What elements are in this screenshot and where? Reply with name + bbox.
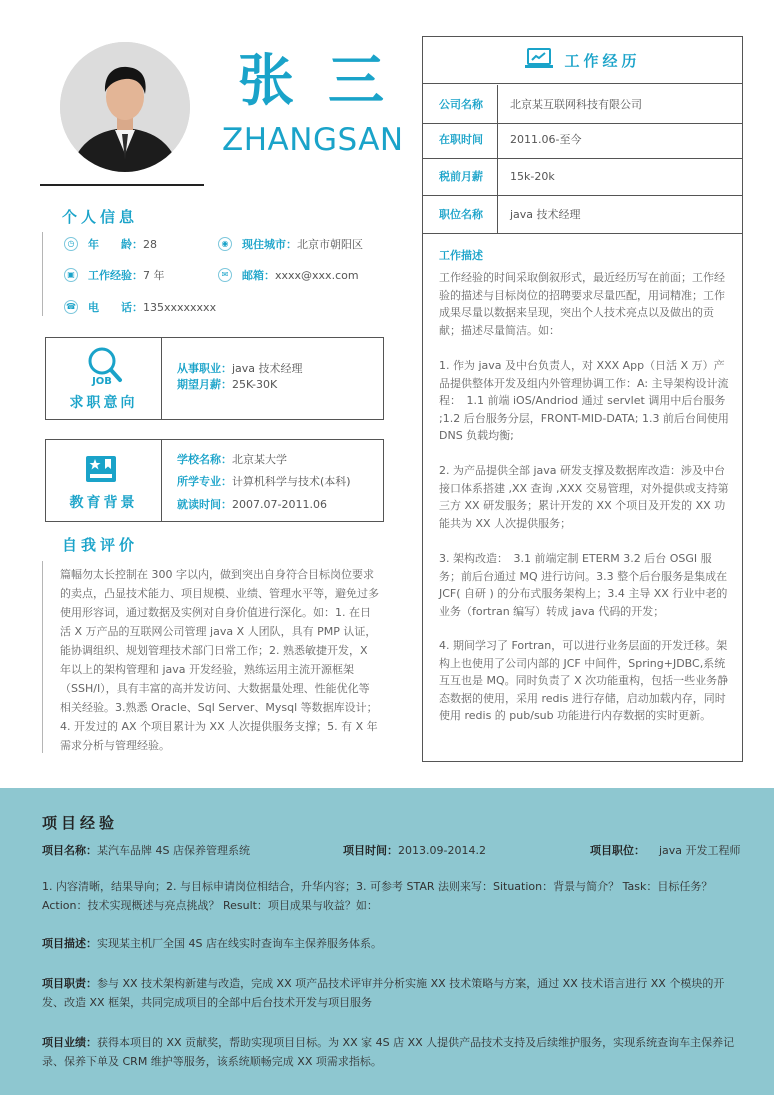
location-icon: ◉ (218, 237, 232, 251)
work-desc-paragraph: 2. 为产品提供全部 java 研发支撑及数据库改造：涉及中台接口体系搭建 ,XX 查询 ,XXX 交易管理，对外提供或支持第三方 XX 研发服务；累计开发的 XX 个项目及开发的 XX 功能共为 XX 人次提供服务； (439, 464, 729, 530)
calendar-icon: ◷ (64, 237, 78, 251)
work-salary-row: 税前月薪 15k-20k (423, 157, 742, 196)
self-eval-text: 篇幅勿太长控制在 300 字以内，做到突出自身符合目标岗位要求的卖点，凸显技术能力、项目规模、业绩、管理水平等，避免过多使用形容词，通过数据及实例对自身价值进行深化。如：1. 在日活 X 万产品的互联网公司管理 java X 人团队，具有 PMP 认证，能协调组织、规划管理技术部门日常工作；2. 熟悉敏捷开发，X 年以上的架构管理和 java 开发经验，熟练运用主流开源框架（SSH/I），具有丰富的高并发访问、大数据量处理、性能优化等相关经验。3.熟悉 Oracle、Sql Server、Mysql 等数据库设计；4. 开发过的 AX 个项目累计为 XX 人次提供服务支撑；5. 有 X 年需求分析与管理经验。 (60, 568, 379, 752)
project-description: 项目描述：实现某主机厂全国 4S 店在线实时查询车主保养服务体系。 (42, 937, 382, 950)
education-label: 教育背景 (69, 495, 138, 511)
info-age: ◷ 年 龄： 28 (64, 236, 157, 252)
project-time: 项目时间：2013.09-2014.2 (343, 844, 486, 857)
work-company-row: 公司名称 北京某互联网科技有限公司 (423, 85, 742, 124)
work-experience-title: 工作经历 (564, 51, 641, 70)
mail-icon: ✉ (218, 268, 232, 282)
work-desc-paragraph: 4. 期间学习了 Fortran，可以进行业务层面的开发迁移。架构上也使用了公司内部的 JCF 中间件，Spring+JDBC,系统互互也是 MQ。同时负责了 X 次功能重构，包括一些业务静态数据的使用，采用 redis 进行存储，启动加载内存，同时使用 redis 的 pub/sub 功能进行内存数据的实时更新。 (439, 639, 729, 722)
project-name: 项目名称：某汽车品牌 4S 店保养管理系统 (42, 844, 250, 857)
work-desc-title: 工作描述 (439, 249, 483, 262)
work-position-row: 职位名称 java 技术经理 (423, 195, 742, 234)
project-title: 项目经验 (42, 814, 119, 832)
self-eval-title: 自我评价 (62, 536, 139, 554)
info-city: ◉ 现住城市： 北京市朝阳区 (218, 236, 363, 252)
laptop-chart-icon (524, 47, 554, 74)
intention-role: 从事职业：java 技术经理 (177, 362, 303, 375)
intention-salary: 期望月薪：25K-30K (177, 378, 278, 391)
name-english: ZHANGSAN (222, 122, 404, 158)
work-desc-paragraph: 工作经验的时间采取倒叙形式，最近经历写在前面；工作经验的描述与目标岗位的招聘要求尽量匹配，用词精准；工作成果尽量以数据来呈现，突出个人技术亮点以及做出的贡献；描述尽量简洁。如： (439, 271, 725, 337)
project-role: 项目职位： java 开发工程师 (590, 844, 741, 857)
personal-info-title: 个人信息 (62, 208, 139, 226)
info-experience: ▣ 工作经验： 7 年 (64, 267, 165, 283)
education-period: 就读时间：2007.07-2011.06 (177, 498, 327, 511)
book-icon (84, 454, 118, 484)
work-period-row: 在职时间 2011.06-至今 (423, 120, 742, 159)
education-school: 学校名称：北京某大学 (177, 453, 287, 466)
education-major: 所学专业：计算机科学与技术(本科) (177, 475, 351, 488)
work-desc-paragraph: 1. 作为 java 及中台负责人，对 XXX App（日活 X 万）产品提供整体开发及组内外管理协调工作：A: 主导架构设计流程： 1.1 前端 iOS/Andriod 通过 servlet 调用中后台服务 ;1.2 后台服务分层，FRONT-MID-DATA; 1.3 前后台间使用 DNS 负载均衡; (439, 359, 729, 442)
project-duty: 项目职责：参与 XX 技术架构新建与改造，完成 XX 项产品技术评审并分析实施 XX 技术策略与方案，通过 XX 技术语言进行 XX 个模块的开发、改造 XX 框架，共同完成项目的全部中后台技术开发与项目服务 (42, 977, 725, 1009)
project-result: 项目业绩：获得本项目的 XX 贡献奖，帮助实现项目目标。为 XX 家 4S 店 XX 人提供产品技术支持及后续维护服务，实现系统查询车主保养记录、保养下单及 CRM 维护等服务，该系统顺畅完成 XX 项需求指标。 (42, 1036, 735, 1068)
name-chinese: 张三 (238, 49, 418, 114)
briefcase-icon: ▣ (64, 268, 78, 282)
self-eval-rule (42, 561, 43, 753)
personal-info-rule (42, 232, 43, 316)
education-box (45, 439, 384, 522)
header-divider (40, 184, 204, 186)
project-intro: 1. 内容清晰，结果导向；2. 与目标申请岗位相结合，升华内容；3. 可参考 STAR 法则来写：Situation：背景与简介？ Task：目标任务？Action：技术实现概述与亮点挑战？ Result：项目成果与收益？如： (42, 880, 713, 912)
job-intention-label: 求职意向 (69, 395, 138, 411)
info-phone: ☎ 电 话： 135xxxxxxxx (64, 299, 216, 315)
phone-icon: ☎ (64, 300, 78, 314)
info-email: ✉ 邮箱： xxxx@xxx.com (218, 267, 359, 283)
work-desc-paragraph: 3. 架构改造： 3.1 前端定制 ETERM 3.2 后台 OSGI 服务；前后台通过 MQ 进行访问。3.3 整个后台服务是集成在 JCF( 自研 ) 的分布式服务架构上；3.4 主导 XX 行业中老的业务（fortran 编写）转成 java 代码的开发； (439, 552, 728, 618)
job-icon-label: JOB (92, 376, 112, 387)
job-intention-box (45, 337, 384, 420)
work-experience-header (423, 37, 742, 84)
avatar (60, 42, 190, 172)
work-experience-box (422, 36, 743, 762)
